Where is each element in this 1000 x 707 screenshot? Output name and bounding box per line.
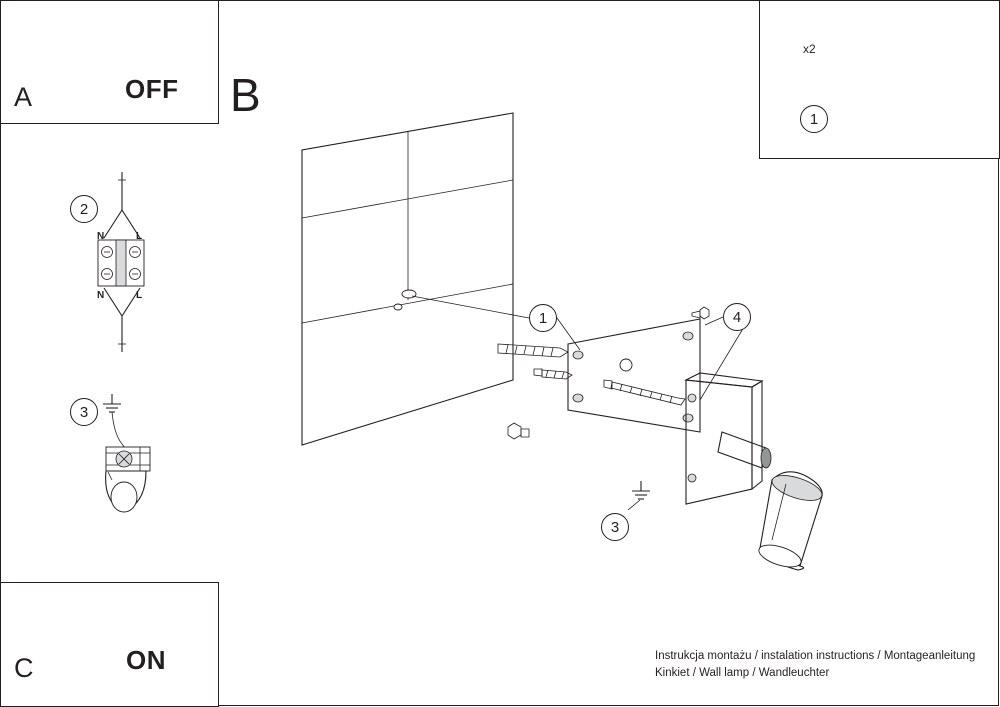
label-off: OFF: [125, 74, 179, 104]
panel-a-frame: [0, 0, 219, 124]
step-letter-c: C: [14, 653, 34, 683]
earth-ground-lamp-graphic: [103, 394, 150, 512]
wall-holes: [394, 290, 416, 310]
callout-3-main: 3: [601, 513, 629, 541]
step-letter-a: A: [14, 82, 33, 112]
step-letter-b: B: [230, 69, 261, 121]
caption-line-1: Instrukcja montażu / instalation instructions / Montageanleitung: [655, 650, 976, 662]
sheet-caption: [655, 648, 990, 682]
earth-ground-symbol-main: [632, 481, 650, 499]
callout-1-tools: 1: [800, 105, 828, 133]
callout-leaders: [412, 296, 750, 510]
caption-line-2: Kinkiet / Wall lamp / Wandleuchter: [655, 667, 830, 679]
terminal-label-l-bottom: L: [136, 290, 143, 301]
wall-plug-and-screw-assembly: [498, 344, 572, 379]
fixing-screw-top: [692, 307, 709, 319]
terminal-label-n-top: N: [97, 231, 105, 242]
panel-c-frame: [0, 582, 219, 707]
callout-2-wiring: 2: [70, 195, 98, 223]
terminal-label-l-top: L: [136, 231, 143, 242]
quantity-label: x2: [803, 42, 816, 56]
callout-1-main: 1: [529, 304, 557, 332]
wall-lamp-spot-graphic: [686, 373, 825, 571]
terminal-block-graphic: [98, 172, 144, 352]
callout-4-main: 4: [723, 303, 751, 331]
panel-tools-frame: [759, 0, 1000, 159]
fixing-screw-lower: [508, 423, 529, 439]
terminal-label-n-bottom: N: [97, 290, 105, 301]
label-on: ON: [126, 645, 166, 675]
callout-3-ground-left: 3: [70, 398, 98, 426]
tiled-wall-graphic: [302, 113, 513, 445]
fixing-screw-diagonal: [604, 380, 685, 405]
